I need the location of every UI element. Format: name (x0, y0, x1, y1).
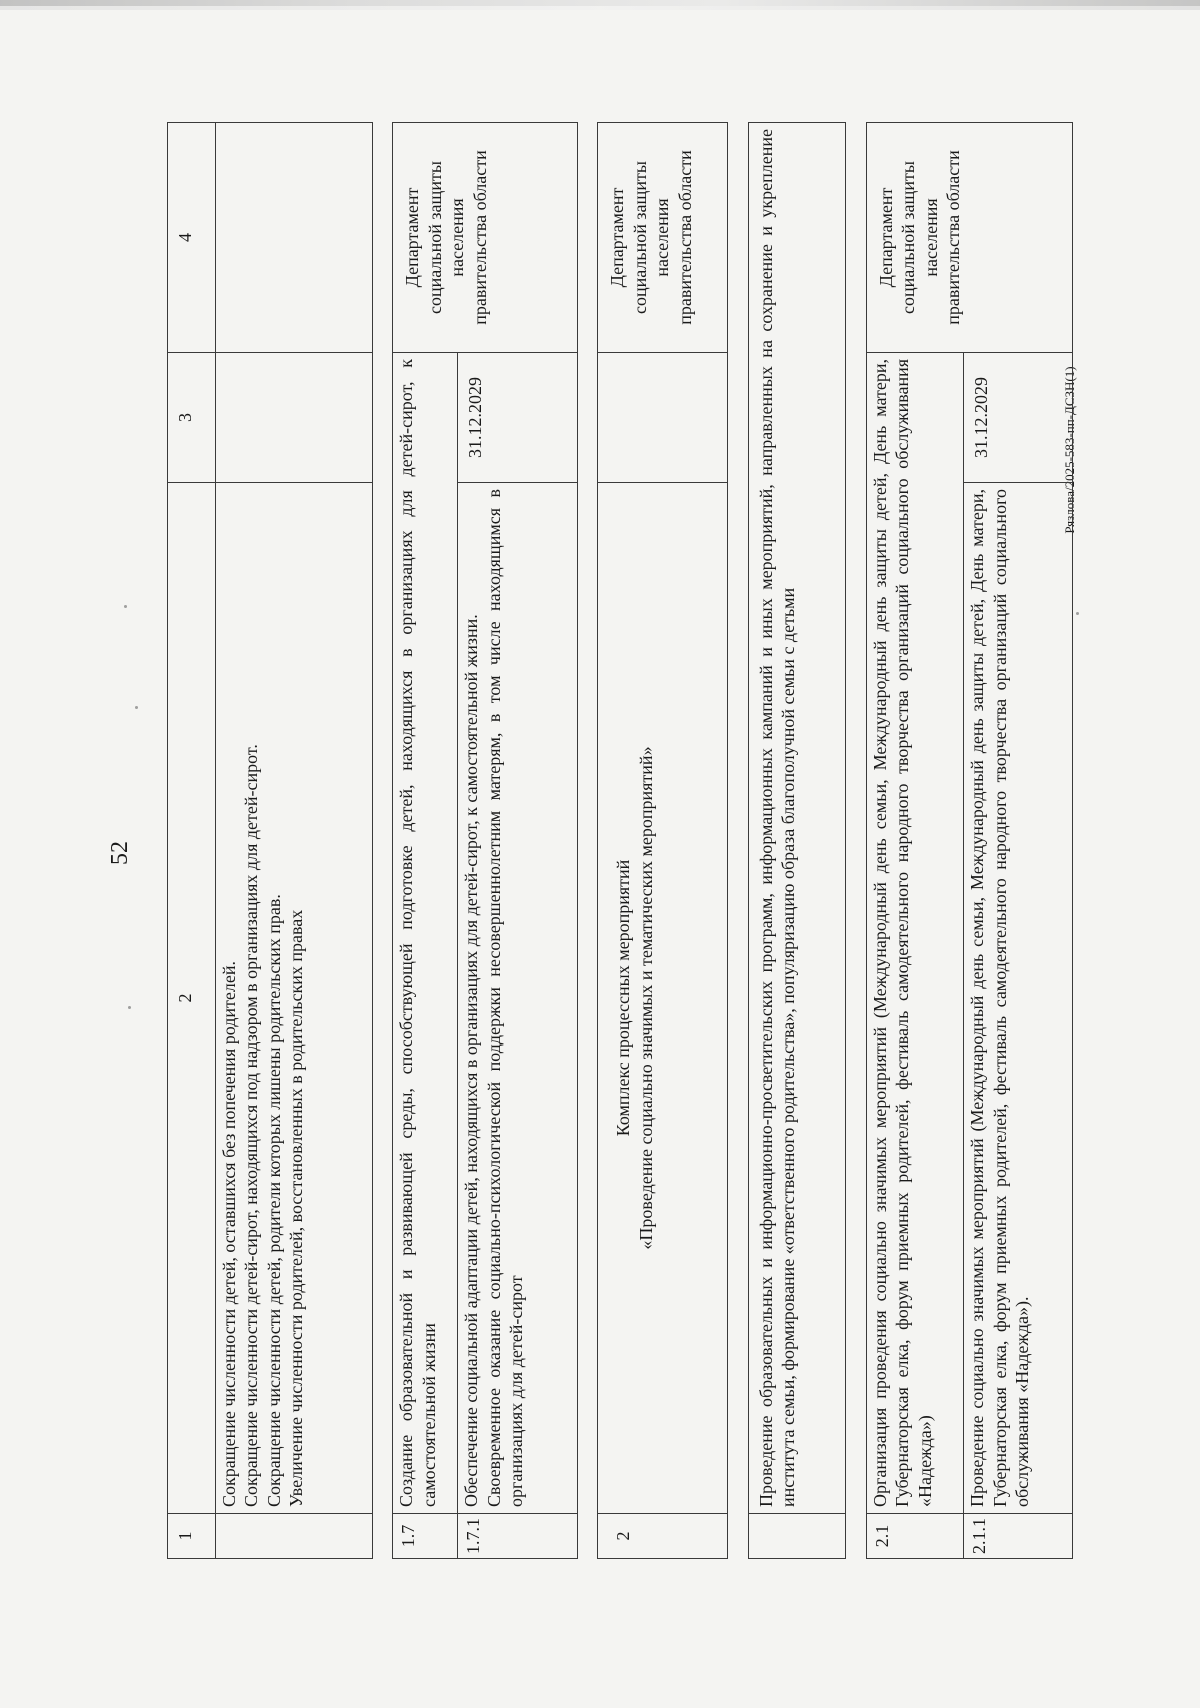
deadline-date: 31.12.2029 (964, 353, 1073, 483)
row-number: 2 (598, 1514, 728, 1559)
responsible-department: Департамент социальной защиты населения правительства области (393, 123, 577, 353)
measures-table (167, 122, 1073, 1559)
row-text-cell (215, 483, 372, 1514)
section-title-cell (598, 483, 728, 1514)
document-code: Рязлова/2025-583-пп-ДСЗН(1) (1062, 366, 1077, 534)
table-gap-row (577, 123, 598, 1559)
scan-edge-shadow (0, 6, 1200, 10)
table-row-2 (598, 123, 728, 1559)
result-line: Увеличение численности родителей, восстановленных в родительских правах (286, 909, 307, 1507)
scan-speck (128, 1006, 131, 1009)
responsible-department: Департамент социальной защиты населения правительства области (866, 123, 1072, 353)
scan-speck (1076, 612, 1079, 615)
section-subtitle: «Проведение социально значимых и тематических мероприятий» (635, 746, 656, 1250)
row-number: 2.1 (866, 1514, 964, 1559)
table-gap-row (728, 123, 749, 1559)
page-number: 52 (107, 841, 133, 865)
table-row-results (215, 123, 372, 1559)
result-line: Сокращение численности детей, оставшихся без попечения родителей. (218, 961, 239, 1507)
row-date-cell (215, 353, 372, 483)
section-title: Комплекс процессных мероприятий (613, 859, 634, 1137)
result-line: Сокращение численности детей-сирот, находящихся под надзором в организациях для детей-сирот. (241, 744, 262, 1507)
row-number: 1.7.1 (458, 1514, 577, 1559)
header-col-3: 3 (168, 353, 216, 483)
row-date-cell (598, 353, 728, 483)
responsible-department: Департамент социальной защиты населения правительства области (598, 123, 728, 353)
row-text: Организация проведения социально значимых мероприятий (Международный день семьи, Международный день защиты детей, День матери, Губернаторская елка, форум приемных родителей, фестиваль самодеятельного народного творчества организаций социального обслуживания «Надежда») (866, 353, 964, 1514)
row-number: 2.1.1 (964, 1514, 1073, 1559)
row-number: 1.7 (393, 1514, 458, 1559)
table-gap-row (372, 123, 393, 1559)
deadline-date: 31.12.2029 (458, 353, 577, 483)
scan-speck (135, 706, 138, 709)
header-col-4: 4 (168, 123, 216, 353)
header-col-2: 2 (168, 483, 216, 1514)
result-line: Сокращение численности детей, родители которых лишены родительских прав. (263, 894, 284, 1507)
rotated-table-container (167, 123, 1073, 1559)
header-col-1: 1 (168, 1514, 216, 1559)
table-row-goal (748, 123, 846, 1559)
table-header-row (168, 123, 216, 1559)
goal-text: Проведение образовательных и информационно-просветительских программ, информационных кампаний и иных мероприятий, направленных на сохранение и укрепление института семьи, формирование «ответственного родительства», популяризацию образа благополучной семьи с детьми (748, 123, 846, 1514)
row-number-cell (748, 1514, 846, 1559)
scan-speck (124, 605, 127, 608)
row-dept-cell (215, 123, 372, 353)
row-text: Создание образовательной и развивающей среды, способствующей подготовке детей, находящихся в организациях для детей-сирот, к самостоятельной жизни (393, 353, 458, 1514)
row-text: Обеспечение социальной адаптации детей, находящихся в организациях для детей-сирот, к самостоятельной жизни. Своевременное оказание социально-психологической поддержки несовершеннолетним матерям, в том числе находящимся в организациях для детей-сирот (458, 483, 577, 1514)
table-row-1-7 (393, 123, 458, 1559)
row-number-cell (215, 1514, 372, 1559)
table-gap-row (846, 123, 867, 1559)
row-text: Проведение социально значимых мероприятий (Международный день семьи, Международный день защиты детей, День матери, Губернаторская елка, форум приемных родителей, фестиваль самодеятельного народного творчества организаций социального обслуживания «Надежда»). (964, 483, 1073, 1514)
table-row-2-1 (866, 123, 964, 1559)
